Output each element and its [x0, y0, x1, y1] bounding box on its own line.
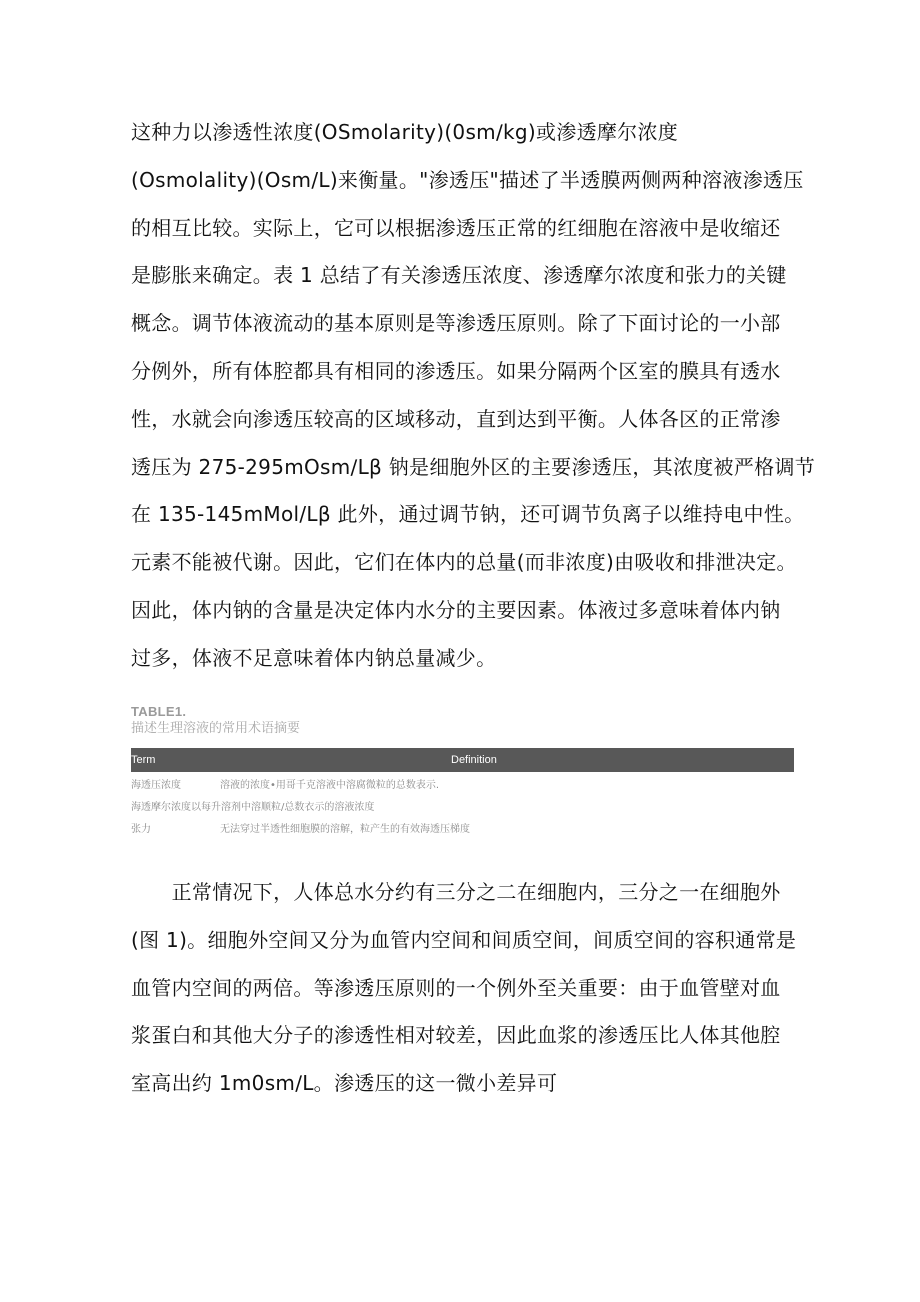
table-row — [131, 797, 794, 819]
text-line: 的相互比较。实际上，它可以根据渗透压正常的红细胞在溶液中是收缩还 — [131, 215, 781, 240]
table-row — [131, 819, 794, 841]
header-definition: Definition — [451, 754, 497, 766]
text-line: 在 135-145mMol/Lβ 此外，通过调节钠，还可调节负离子以维持电中性。 — [131, 502, 805, 527]
text-line: (图 1)。细胞外空间又分为血管内空间和间质空间，间质空间的容积通常是 — [131, 927, 797, 952]
table-subtitle: 描述生理溶液的常用术语摘要 — [131, 721, 301, 736]
body-paragraph-1 — [131, 109, 816, 683]
text-line: (Osmolality)(Osm/L)来衡量。"渗透压"描述了半透膜两侧两种溶液渗透压 — [131, 167, 804, 192]
text-line: 元素不能被代谢。因此，它们在体内的总量(而非浓度)由吸收和排泄决定。 — [131, 550, 797, 575]
text-line: 因此，体内钠的含量是决定体内水分的主要因素。体液过多意味着体内钠 — [131, 597, 781, 622]
text-line: 概念。调节体液流动的基本原则是等渗透压原则。除了下面讨论的一小部 — [131, 311, 781, 336]
body-paragraph-2 — [131, 869, 801, 1108]
cell-definition: 无法穿过半透性细胞膜的溶解，粒产生的有效海透压梯度 — [220, 824, 470, 835]
text-line: 是膨胀来确定。表 1 总结了有关渗透压浓度、渗透摩尔浓度和张力的关键 — [131, 263, 787, 288]
table-row — [131, 775, 794, 797]
text-line: 浆蛋白和其他大分子的渗透性相对较差，因此血浆的渗透压比人体其他腔 — [131, 1023, 781, 1048]
text-line: 这种力以渗透性浓度(OSmolarity)(0sm∕kg)或渗透摩尔浓度 — [131, 120, 679, 144]
cell-term: 海透压浓度 — [131, 780, 181, 791]
text-line: 正常情况下，人体总水分约有三分之二在细胞内，三分之一在细胞外 — [131, 880, 781, 904]
text-line: 透压为 275-295mOsm∕Lβ 钠是细胞外区的主要渗透压，其浓度被严格调节 — [131, 454, 816, 479]
terminology-table — [131, 704, 794, 841]
cell-definition: 溶液的浓度•用哥千克溶液中溶腐微粒的总数表示. — [220, 780, 440, 791]
text-line: 室高出约 1m0sm∕L。渗透压的这一微小差异可 — [131, 1071, 558, 1096]
cell-term: 海透摩尔浓度以每升溶剂中溶顺粒/总数衣示的溶液浓度 — [131, 802, 375, 813]
text-line: 过多，体液不足意味着体内钠总量减少。 — [131, 645, 497, 670]
text-line: 性，水就会向渗透压较高的区域移动，直到达到平衡。人体各区的正常渗 — [131, 406, 781, 431]
table-header — [131, 748, 794, 772]
text-line: 血管内空间的两倍。等渗透压原则的一个例外至关重要：由于血管壁对血 — [131, 975, 781, 1000]
text-line: 分例外，所有体腔都具有相同的渗透压。如果分隔两个区室的膜具有透水 — [131, 358, 781, 383]
cell-term: 张力 — [131, 824, 151, 835]
table-label: TABLE1. — [131, 704, 187, 719]
header-term: Term — [131, 754, 156, 766]
